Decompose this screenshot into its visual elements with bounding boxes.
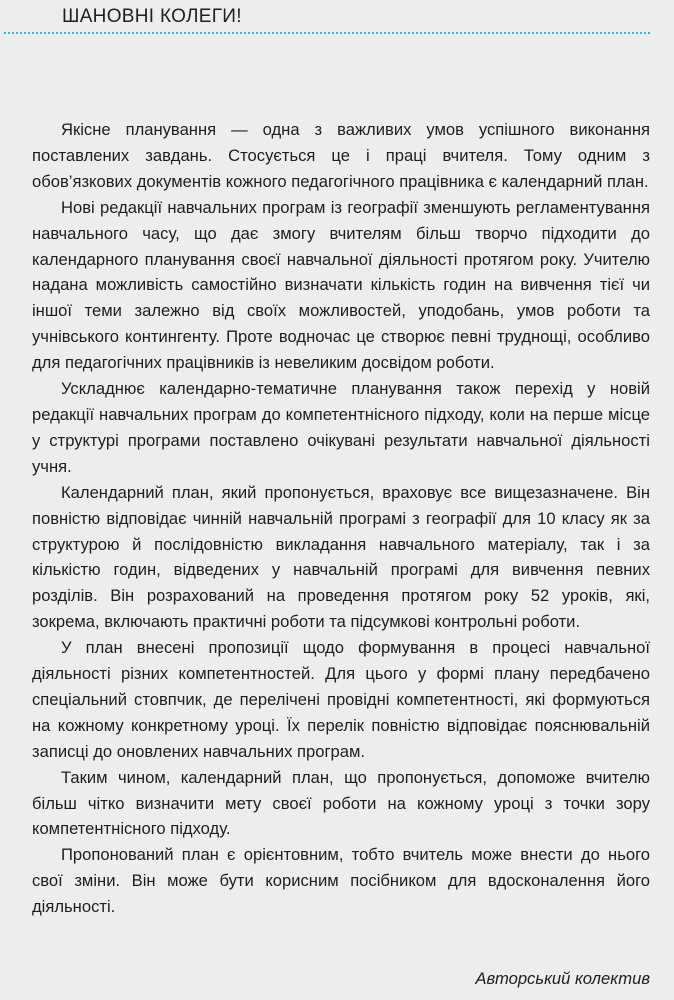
paragraph-plan-orientation: Пропонований план є орієнтовним, тобто вчитель може внести до нього свої зміни. Він може бути корисним посібником для вдосконалення його діяльності. — [32, 845, 650, 917]
title-divider — [4, 32, 650, 34]
paragraph-competences-column: У план внесені пропозиції щодо формування в процесі навчальної діяльності різних компетентностей. Для цього у формі плану передбачено спеціальний стовпчик, де перелічені провідні компетентності, які формуються на кожному конкретному уроці. Їх перелік повністю відповідає пояснювальній записці до оновлених навчальних програм. — [32, 638, 650, 761]
paragraph-calendar-plan: Календарний план, який пропонується, враховує все вищезазначене. Він повністю відповідає чинній навчальній програмі з географії для 10 класу як за структурою й послідовністю викладання навчального матеріалу, так і за кількістю годин, відведених у навчальній програмі для вивчення певних розділів. Він розрахований на проведення протягом року 52 уроків, які, зокрема, включають практичні роботи та підсумкові контрольні роботи. — [32, 482, 650, 632]
letter-body — [32, 117, 650, 920]
paragraph-planning-importance: Якісне планування — одна з важливих умов успішного виконання поставлених завдань. Стосується це і праці вчителя. Тому одним з обов’язкових документів кожного педагогічного працівника є календарний план. — [32, 120, 650, 191]
paragraph-competence-approach: Ускладнює календарно-тематичне планування також перехід у новій редакції навчальних програм до компетентнісного підходу, коли на перше місце у структурі програми поставлено очікувані результати навчальної діяльності учня. — [32, 379, 650, 476]
author-signature: Авторський колектив — [475, 969, 650, 988]
page-title: ШАНОВНІ КОЛЕГИ! — [62, 6, 242, 27]
paragraph-plan-benefit: Таким чином, календарний план, що пропонується, допоможе вчителю більш чітко визначити мету своєї роботи на кожному уроці з точки зору компетентнісного підходу. — [32, 767, 650, 839]
paragraph-new-programs: Нові редакції навчальних програм із географії зменшують регламентування навчального часу, що дає змогу вчителям більш творчо підходити до календарного планування своєї навчальної діяльності протягом року. Учителю надана можливість самостійно визначати кількість годин на вивчення тієї чи іншої теми залежно від своїх можливостей, уподобань, умов роботи та учнівського контингенту. Проте водночас це створює певні труднощі, особливо для педагогічних працівників із невеликим досвідом роботи. — [32, 197, 650, 373]
